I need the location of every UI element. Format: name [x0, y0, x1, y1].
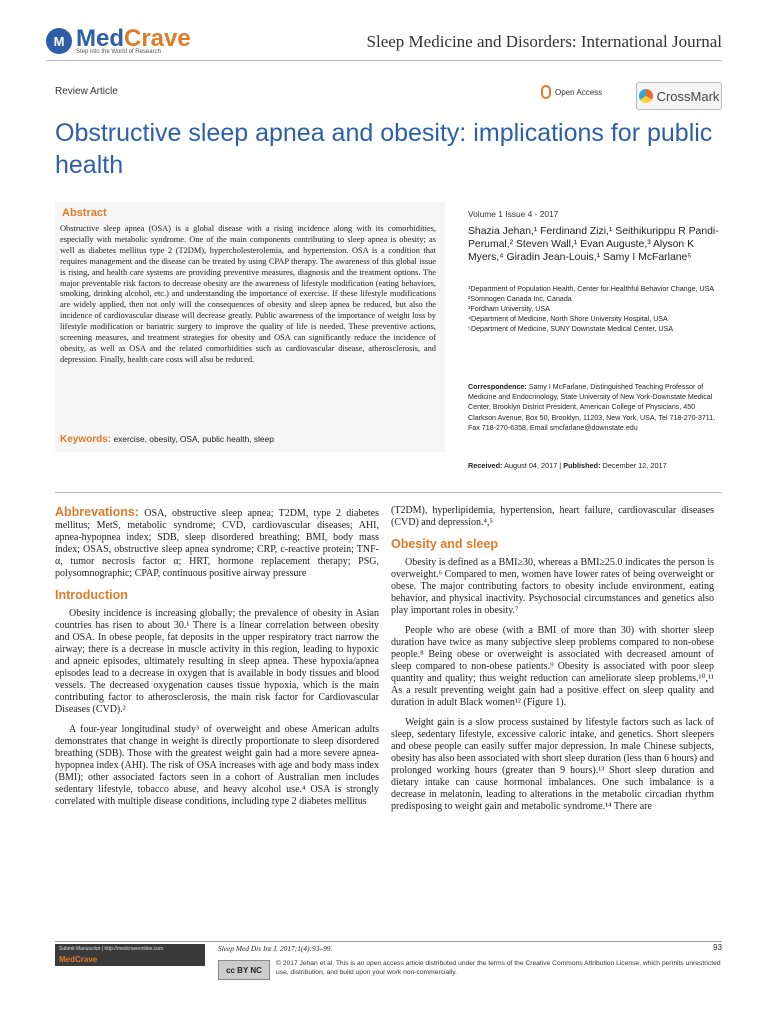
logo-tagline: Step into the World of Research	[76, 49, 161, 55]
affiliation: ⁵Department of Medicine, SUNY Downstate Medical Center, USA	[468, 325, 674, 334]
paragraph: Obesity is defined as a BMI≥30, whereas a BMI≥25.0 indicates the person is overweight.⁶ Compared to men, women have lower rates of being overweight or obese. The major contributing factors to obesity include environment, eating behavior, and physical inactivity. Psychosocial circumstances and genetics also play important roles in obesity.⁷	[391, 557, 714, 616]
article-type: Review Article	[55, 86, 118, 97]
section-heading-obesity-and-sleep: Obesity and sleep	[391, 537, 498, 551]
license-text: © 2017 Jehan et al. This is an open access article distributed under the terms of the Creative Commons Attribution License, which permits unrestricted use, distribution, and build upon your work non-commercially.	[276, 960, 721, 976]
submit-text: Submit Manuscript | http://medcraveonline.com	[59, 946, 164, 952]
creative-commons-icon[interactable]: cc BY NC	[218, 960, 270, 980]
submit-brand: MedCrave	[59, 955, 98, 964]
paragraph: (T2DM), hyperlipidemia, hypertension, heart failure, cardiovascular diseases (CVD) and depression.⁴,⁵	[391, 505, 714, 528]
section-heading-introduction: Introduction	[55, 588, 128, 602]
keywords-label: Keywords:	[60, 434, 112, 445]
received-label: Received:	[468, 461, 503, 470]
journal-name: Sleep Medicine and Disorders: International Journal	[366, 32, 722, 51]
citation: Sleep Med Dis Int J. 2017;1(4):93–99.	[218, 944, 333, 953]
open-access-label: Open Access	[555, 87, 603, 97]
abbreviations	[55, 505, 379, 580]
published-label: Published:	[563, 461, 601, 470]
keywords	[60, 434, 436, 445]
paragraph: Obesity incidence is increasing globally; the prevalence of obesity in Asian countries has risen to about 30.¹ There is a linear correlation between obesity and OSA. In obese people, fat deposits in the upper respiratory tract narrow the airway; there is a decrease in muscle activity in this region, leading to hypoxic and apneic episodes, ultimately resulting in sleep apnea. These hypoxia/apnea episodes lead to a decrease in oxygen that is available in body tissues and blood vessels. The decreased oxygenation causes tissue hypoxia, which is the main contributing factor to atherosclerosis, the main risk factor for Cardiovascular Diseases (CVD).²	[55, 608, 379, 715]
crossmark-icon	[639, 89, 653, 103]
body-right-column	[391, 505, 714, 821]
affiliation: ⁴Department of Medicine, North Shore University Hospital, USA	[468, 315, 668, 324]
page-number: 93	[713, 943, 722, 952]
affiliation: ³Fordham University, USA	[468, 305, 550, 314]
received-date: August 04, 2017	[504, 461, 558, 470]
correspondence-text: Samy I McFarlane, Distinguished Teaching Professor of Medicine and Endocrinology, State University of New York-Downstate Medical Center, Brooklyn District President, American College of Physicians, 450 Clarkson Avenue, Box 50, Brooklyn, 11203, New York, USA, Tel 718-270-3711, Fax 718-270-6358, Email smcfarlane@downstate.edu	[468, 383, 716, 432]
affiliation: ¹Department of Population Health, Center for Healthful Behavior Change, USA	[468, 285, 715, 293]
paragraph: A four-year longitudinal study³ of overweight and obese American adults demonstrates that change in weight is directly proportionate to sleep disordered breathing (SDB). Those with the greatest weight gain had a more severe apnea-hypopnea index (AHI). The risk of OSA increases with age and body mass index (BMI); other associated factors seen in a cohort of Australian men includes sedentary lifestyle, tobacco abuse, and heavy alcohol use.⁴ OSA is strongly correlated with multiple disease conditions, including type 2 diabetes mellitus	[55, 724, 379, 807]
affiliations	[468, 284, 723, 334]
body-left-column	[55, 505, 379, 816]
submit-manuscript-banner[interactable]	[55, 944, 205, 966]
medcrave-logo-icon: M	[46, 28, 72, 54]
volume-issue: Volume 1 Issue 4 - 2017	[468, 209, 559, 219]
dates: Received: August 04, 2017 | Published: December 12, 2017	[468, 461, 667, 470]
footer-divider	[55, 941, 722, 942]
abbreviations-label: Abbrevations:	[55, 505, 140, 519]
keywords-text: exercise, obesity, OSA, public health, sleep	[113, 434, 274, 444]
affiliation: ²Somnogen Canada Inc, Canada	[468, 295, 572, 304]
correspondence	[468, 382, 723, 433]
open-access-lock-icon	[541, 85, 551, 99]
crossmark-button[interactable]	[636, 82, 722, 110]
paragraph: People who are obese (with a BMI of more than 30) with shorter sleep duration have twice as many subjective sleep problems compared to non-obese people.⁸ Being obese or overweight is associated with decreased amount of sleep compared to non-obese patients.⁹ Obesity is associated with poor sleep quantity and quality; thus weight reduction can ameliorate sleep problems.¹⁰,¹¹ As a result preventing weight gain had a positive effect on sleep quality and duration in adult Black women¹² (Figure 1).	[391, 625, 714, 708]
section-divider	[55, 492, 722, 493]
publisher-logo[interactable]	[46, 27, 191, 55]
paragraph: Weight gain is a slow process sustained by lifestyle factors such as lack of sleep, sedentary lifestyle, excessive caloric intake, and genetics. Short sleepers and obese people can easily suffer major depression. In male Chinese subjects, obesity has also been associated with short sleep duration (less than 6 hours) and prolonged working hours (greater than 9 hours).¹³ Short sleep duration and dietary intake can cause hormonal imbalances. One such imbalance is a decrease in melatonin, leading to alterations in the metabolic circadian rhythm predisposing to weight gain and metabolic syndrome.¹⁴ There are	[391, 717, 714, 812]
open-access-badge[interactable]	[541, 85, 602, 99]
abstract-text: Obstructive sleep apnea (OSA) is a global disease with a rising incidence along with its comorbidities, especially with metabolic syndrome. One of the main components contributing to sleep apnea is obesity; as well as diabetes mellitus type 2 (T2DM), hypercholesterolemia, and hypertension. OSA is a condition that requires management and the disease can be treated by using CPAP therapy. The awareness of this global issue is rising, and health care systems are providing preventive measures, diagnosis and the treatment options. The major preventable risk factors to decrease obesity are the awareness of lifestyle modification (eating behaviors, smoking, drinking alcohol, etc.) and understanding the importance of exercise. If these lifestyle modifications are widely applied, then not only will the consequences of obesity and sleep apnea be reduced, but also the incidence of cardiovascular disease will decrease greatly. Public awareness of the importance of weight loss by lifestyle modification or bariatric surgery to improve the quality of life is needed. These preventive actions, screening measures, and treatment strategies for obesity and OSA can significantly reduce the incidence of obesity, as well as OSA and the related comorbidities such as cardiovascular disease, atherosclerosis, and depression. Finally, health care costs will also be reduced.	[60, 224, 436, 364]
correspondence-label: Correspondence:	[468, 383, 527, 391]
published-date: December 12, 2017	[602, 461, 667, 470]
abstract-heading: Abstract	[62, 207, 107, 219]
abbreviations-text: OSA, obstructive sleep apnea; T2DM, type 2 diabetes mellitus; MetS, metabolic syndrome; CVD, cardiovascular diseases; AHI, apnea-hypopnea index; SDB, sleep disordered breathing; BMI, body mass index; OSAS, obstructive sleep apnea syndrome; CRP, c-reactive protein; TNF-α, tumor necrosis factor α; HRT, hormone replacement therapy; PSG, polysomnographic; CPAP, continuous positive airway pressure	[55, 508, 379, 579]
logo-name: MedCrave	[76, 25, 191, 52]
crossmark-label: CrossMark	[656, 88, 720, 104]
author-list: Shazia Jehan,¹ Ferdinand Zizi,¹ Seithikurippu R Pandi-Perumal,² Steven Wall,¹ Evan Auguste,³ Alyson K Myers,⁴ Giradin Jean-Louis,¹ Samy I McFarlane⁵	[468, 226, 719, 264]
article-title: Obstructive sleep apnea and obesity: implications for public health	[55, 119, 713, 179]
header-divider	[46, 60, 722, 61]
